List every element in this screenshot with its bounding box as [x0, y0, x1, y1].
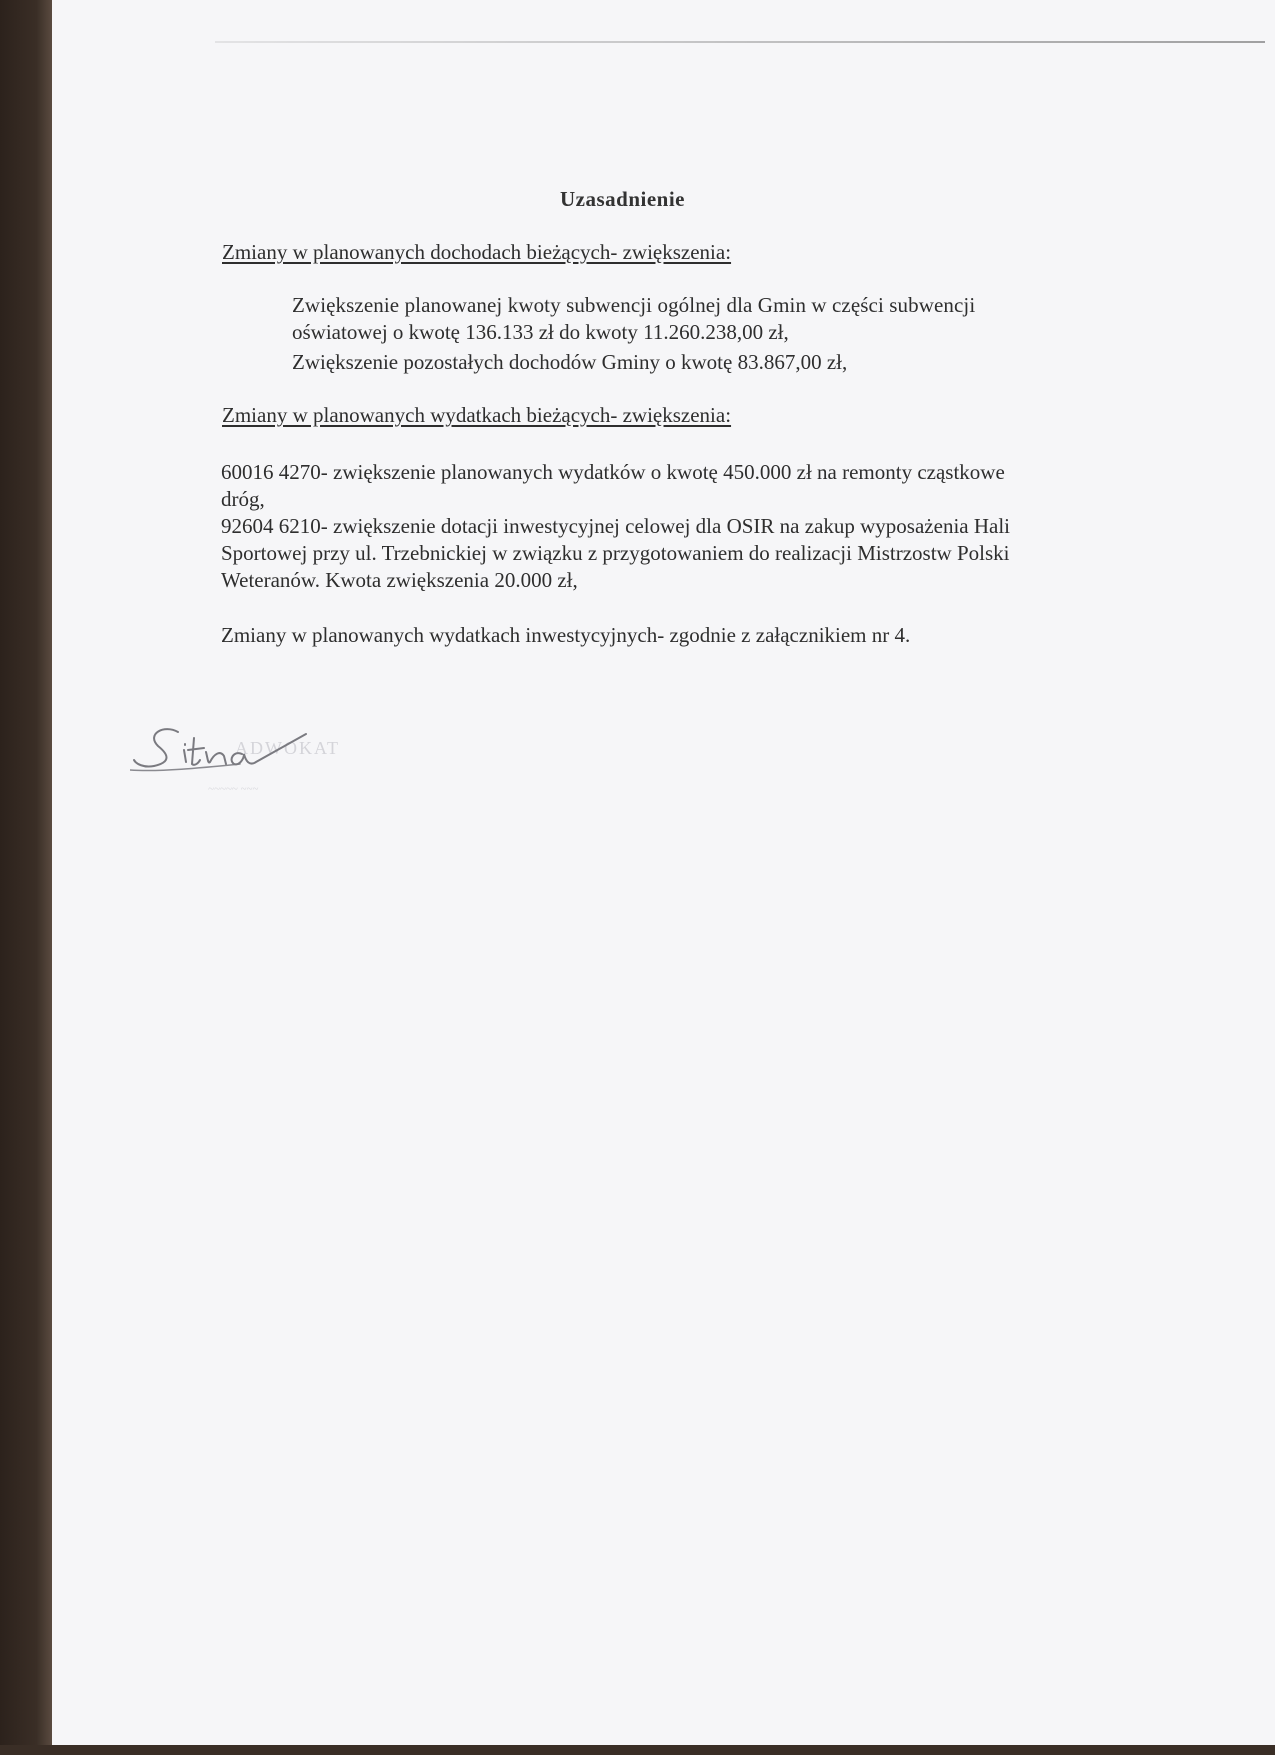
income-line-2: oświatowej o kwotę 136.133 zł do kwoty 11.260.238,00 zł, — [292, 320, 789, 344]
income-line-3: Zwiększenie pozostałych dochodów Gminy o kwotę 83.867,00 zł, — [292, 350, 848, 374]
income-section-heading: Zmiany w planowanych dochodach bieżących- zwiększenia: — [222, 240, 732, 264]
handwritten-signature — [130, 720, 330, 790]
scan-edge-bottom — [0, 1745, 1275, 1755]
expenses-line-1: 60016 4270- zwiększenie planowanych wydatków o kwotę 450.000 zł na remonty cząstkowe — [221, 460, 1005, 484]
income-line-1: Zwiększenie planowanej kwoty subwencji ogólnej dla Gmin w części subwencji — [292, 293, 976, 317]
stamp-subtext: ~~~~~ ~~~ — [208, 783, 259, 795]
expenses-line-3: 92604 6210- zwiększenie dotacji inwestycyjnej celowej dla OSIR na zakup wyposażenia Hali — [221, 514, 1011, 538]
scan-edge-left — [0, 0, 52, 1755]
expenses-section-heading: Zmiany w planowanych wydatkach bieżących- zwiększenia: — [222, 403, 732, 427]
expenses-line-4: Sportowej przy ul. Trzebnickiej w związku z przygotowaniem do realizacji Mistrzostw Polski — [221, 541, 1010, 565]
stamp-watermark: ADWOKAT — [235, 738, 340, 758]
investment-note: Zmiany w planowanych wydatkach inwestycyjnych- zgodnie z załącznikiem nr 4. — [221, 623, 911, 647]
top-rule — [215, 41, 1265, 43]
expenses-line-2: dróg, — [221, 487, 265, 511]
expenses-line-5: Weteranów. Kwota zwiększenia 20.000 zł, — [221, 568, 578, 592]
document-title: Uzasadnienie — [560, 187, 686, 211]
